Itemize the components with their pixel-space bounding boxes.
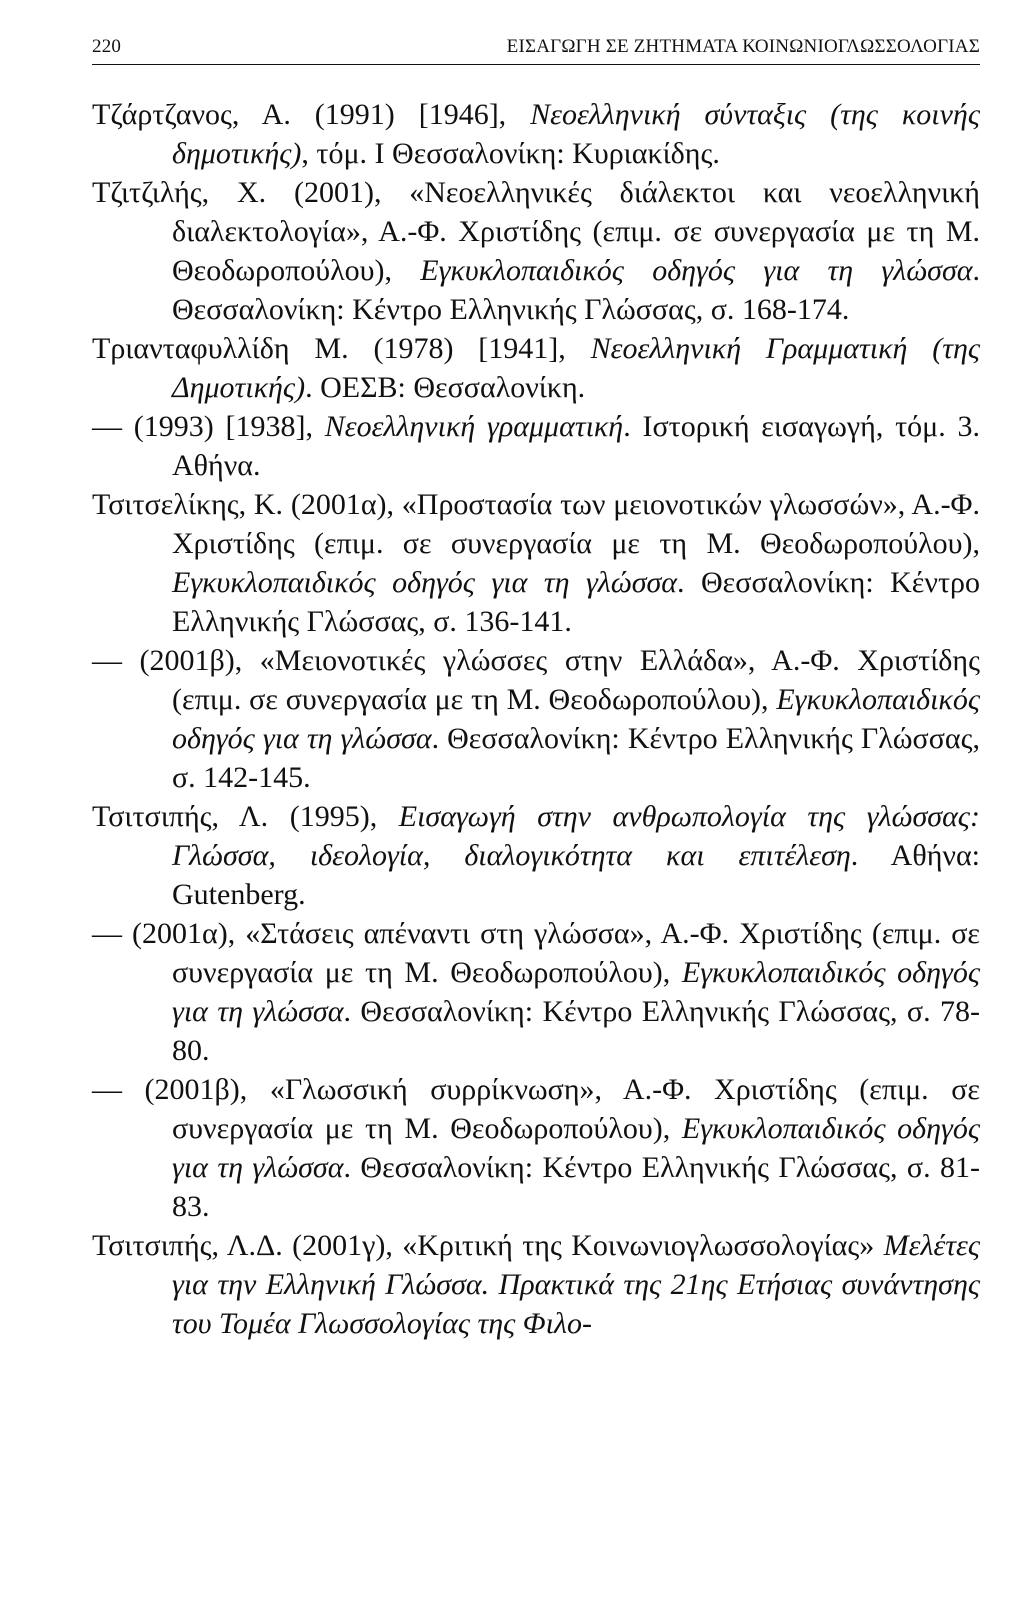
entry-text: Τσιτσελίκης, Κ. (2001α), «Προστασία των μειονοτικών γλωσσών», Α.-Φ. Χριστίδης (επιμ. σε συνεργασία με τη Μ. Θεοδωροπούλου), [92,488,980,560]
entry-text: Τσιτσιπής, Λ.Δ. (2001γ), «Κριτική της Κοινωνιογλωσσολογίας» [92,1229,884,1262]
bibliography-entry [92,173,980,329]
entry-text: . Αθήνα: Gutenberg. [172,839,980,911]
bibliography-entry [92,1070,980,1226]
entry-text: — (2001α), «Στάσεις απέναντι στη γλώσσα», Α.-Φ. Χριστίδης (επιμ. σε συνεργασία με τη Μ. Θεοδωροπούλου), [92,917,980,989]
bibliography-entry [92,641,980,797]
bibliography-entry [92,797,980,914]
book-page [92,36,981,1340]
entry-text: — (2001β), «Μειονοτικές γλώσσες στην Ελλάδα», Α.-Φ. Χριστίδης (επιμ. σε συνεργασία με τη Μ. Θεοδωροπούλου), [92,644,980,716]
bibliography-list [92,95,980,1343]
entry-text: Τσιτσιπής, Λ. (1995), [92,800,399,833]
entry-title: Νεοελληνική Γραμματική (της Δημοτικής) [172,332,980,404]
entry-title: Εισαγωγή στην ανθρωπολογία της γλώσσας: Γλώσσα, ιδεολογία, διαλογικότητα και επιτέλεση [172,800,980,872]
entry-title: Εγκυκλοπαιδικός οδηγός για τη γλώσσα [420,254,973,287]
entry-text: , τόμ. Ι Θεσσαλονίκη: Κυριακίδης. [301,137,720,170]
entry-text: . Θεσσαλονίκη: Κέντρο Ελληνικής Γλώσσας, σ. 78-80. [172,995,980,1067]
bibliography-entry [92,95,980,173]
running-title: ΕΙΣΑΓΩΓΗ ΣΕ ΖΗΤΗΜΑΤΑ ΚΟΙΝΩΝΙΟΓΛΩΣΣΟΛΟΓΙΑΣ [506,36,980,57]
entry-text: . ΟΕΣΒ: Θεσσαλονίκη. [305,371,586,404]
entry-title: Εγκυκλοπαιδικός οδηγός για τη γλώσσα [172,566,678,599]
entry-text: . Θεσσαλονίκη: Κέντρο Ελληνικής Γλώσσας, σ. 136-141. [172,566,980,638]
entry-text: Τζιτζιλής, Χ. (2001), «Νεοελληνικές διάλεκτοι και νεοελληνική διαλεκτολογία», Α.-Φ. Χριστίδης (επιμ. σε συνεργασία με τη Μ. Θεοδωροπούλου), [92,176,980,287]
entry-text: . Ιστορική εισαγωγή, τόμ. 3. Αθήνα. [172,410,981,482]
entry-title: Νεοελληνική γραμματική [324,410,624,443]
entry-text: . Θεσσαλονίκη: Κέντρο Ελληνικής Γλώσσας, σ. 81-83. [172,1151,980,1223]
entry-text: — (2001β), «Γλωσσική συρρίκνωση», Α.-Φ. Χριστίδης (επιμ. σε συνεργασία με τη Μ. Θεοδωροπούλου), [92,1073,980,1145]
running-header [92,36,980,65]
entry-text: Τριανταφυλλίδη Μ. (1978) [1941], [92,332,591,365]
bibliography-entry [92,407,980,485]
entry-title: Μελέτες για την Ελληνική Γλώσσα. Πρακτικά της 21ης Ετήσιας συνάντησης του Τομέα Γλωσσολογίας της Φιλο- [172,1229,980,1340]
bibliography-entry [92,329,980,407]
entry-text: . Θεσσαλονίκη: Κέντρο Ελληνικής Γλώσσας, σ. 142-145. [172,722,980,794]
bibliography-entry [92,914,980,1070]
entry-title: Εγκυκλοπαιδικός οδηγός για τη γλώσσα [172,683,980,755]
page-number: 220 [92,36,122,57]
entry-title: Εγκυκλοπαιδικός οδηγός για τη γλώσσα [172,956,981,1028]
entry-text: Τζάρτζανος, Α. (1991) [1946], [92,98,531,131]
entry-title: Εγκυκλοπαιδικός οδηγός για τη γλώσσα [172,1112,981,1184]
bibliography-entry [92,485,980,641]
entry-text: — (1993) [1938], [92,410,325,443]
entry-title: Νεοελληνική σύνταξις (της κοινής δημοτικής) [172,98,980,170]
bibliography-entry [92,1226,980,1343]
entry-text: . Θεσσαλονίκη: Κέντρο Ελληνικής Γλώσσας, σ. 168-174. [172,254,980,326]
